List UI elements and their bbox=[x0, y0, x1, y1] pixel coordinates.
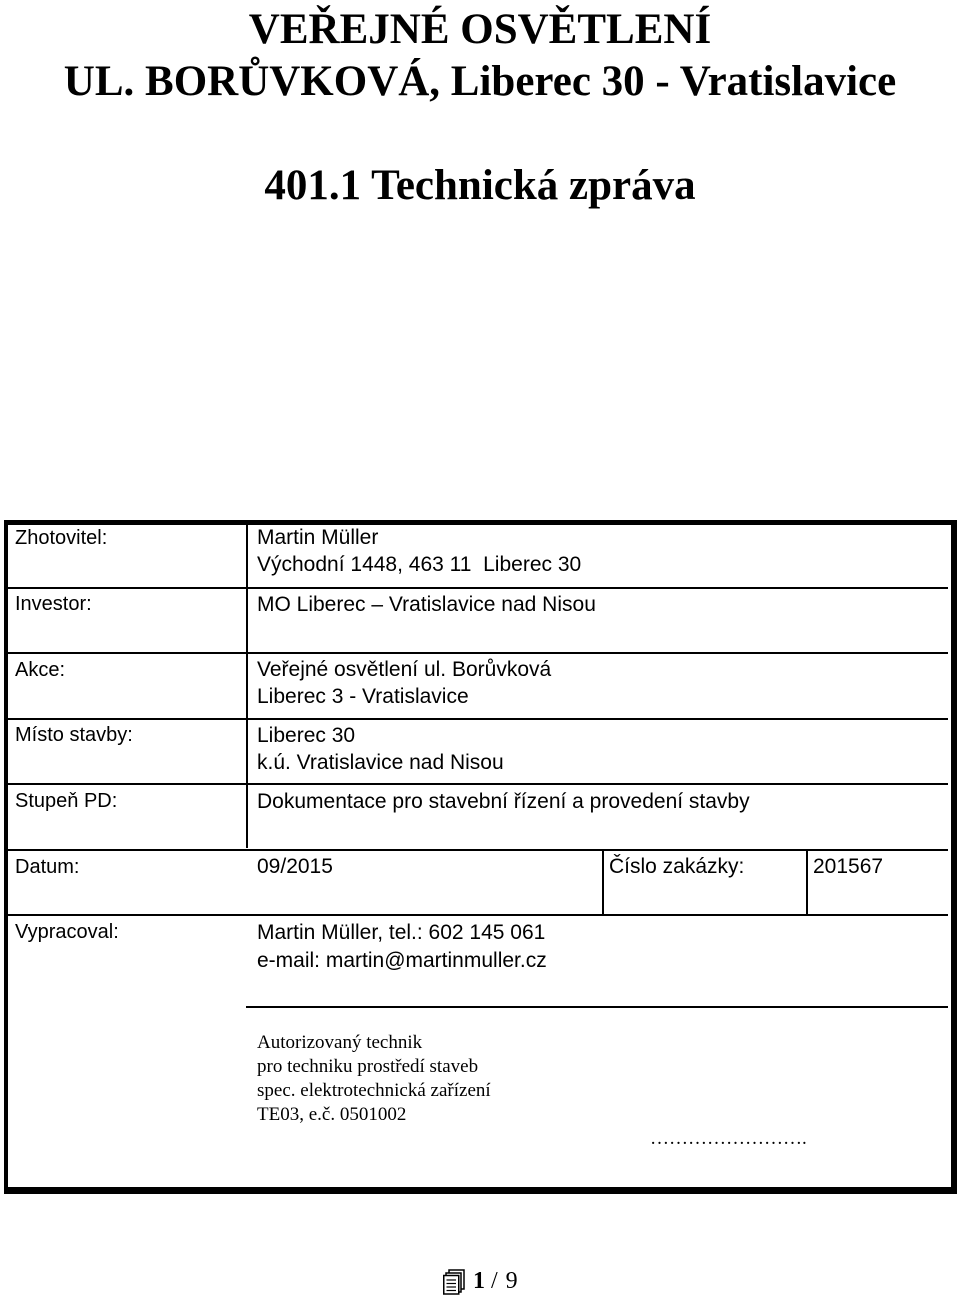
label-akce: Akce: bbox=[15, 659, 66, 681]
value-vypracoval-1: Martin Müller, tel.: 602 145 061 bbox=[257, 921, 546, 944]
column-divider bbox=[602, 849, 604, 915]
document-pages-icon bbox=[443, 1269, 465, 1295]
value-zhotovitel-address: Východní 1448, 463 11 Liberec 30 bbox=[257, 553, 582, 576]
authorization-line-1: Autorizovaný technik bbox=[257, 1032, 423, 1053]
label-vypracoval: Vypracoval: bbox=[15, 921, 119, 943]
label-cislo-zakazky: Číslo zakázky: bbox=[609, 855, 745, 878]
value-vypracoval-2: e-mail: martin@martinmuller.cz bbox=[257, 949, 547, 972]
label-datum: Datum: bbox=[15, 856, 80, 878]
label-zhotovitel: Zhotovitel: bbox=[15, 527, 108, 549]
value-zhotovitel-name: Martin Müller bbox=[257, 526, 379, 549]
title-line-1: VEŘEJNÉ OSVĚTLENÍ bbox=[248, 6, 712, 53]
value-stupen-pd: Dokumentace pro stavební řízení a provedení stavby bbox=[257, 790, 750, 813]
divider bbox=[8, 652, 948, 654]
authorization-line-2: pro techniku prostředí staveb bbox=[257, 1056, 479, 1077]
column-divider bbox=[806, 849, 808, 915]
label-stupen-pd: Stupeň PD: bbox=[15, 790, 118, 812]
signature-line: ……………………. bbox=[650, 1128, 807, 1149]
label-investor: Investor: bbox=[15, 593, 92, 615]
column-divider bbox=[246, 524, 248, 848]
divider bbox=[8, 783, 948, 785]
divider bbox=[246, 1006, 948, 1008]
authorization-line-4: TE03, e.č. 0501002 bbox=[257, 1104, 407, 1125]
total-pages: 9 bbox=[505, 1268, 518, 1294]
authorization-line-3: spec. elektrotechnická zařízení bbox=[257, 1080, 491, 1101]
divider bbox=[8, 718, 948, 720]
value-misto-1: Liberec 30 bbox=[257, 724, 356, 747]
value-misto-2: k.ú. Vratislavice nad Nisou bbox=[257, 751, 504, 774]
current-page: 1 bbox=[473, 1268, 485, 1294]
value-akce-1: Veřejné osvětlení ul. Borůvková bbox=[257, 658, 552, 681]
page-separator: / bbox=[491, 1268, 498, 1294]
label-misto-stavby: Místo stavby: bbox=[15, 724, 133, 746]
divider bbox=[8, 587, 948, 589]
document-subtitle: 401.1 Technická zpráva bbox=[264, 162, 696, 209]
value-datum: 09/2015 bbox=[257, 855, 333, 878]
value-investor: MO Liberec – Vratislavice nad Nisou bbox=[257, 593, 596, 616]
value-cislo-zakazky: 201567 bbox=[813, 855, 884, 878]
value-akce-2: Liberec 3 - Vratislavice bbox=[257, 685, 469, 708]
title-line-2: UL. BORŮVKOVÁ, Liberec 30 - Vratislavice bbox=[63, 58, 897, 105]
pagination bbox=[443, 1268, 518, 1295]
